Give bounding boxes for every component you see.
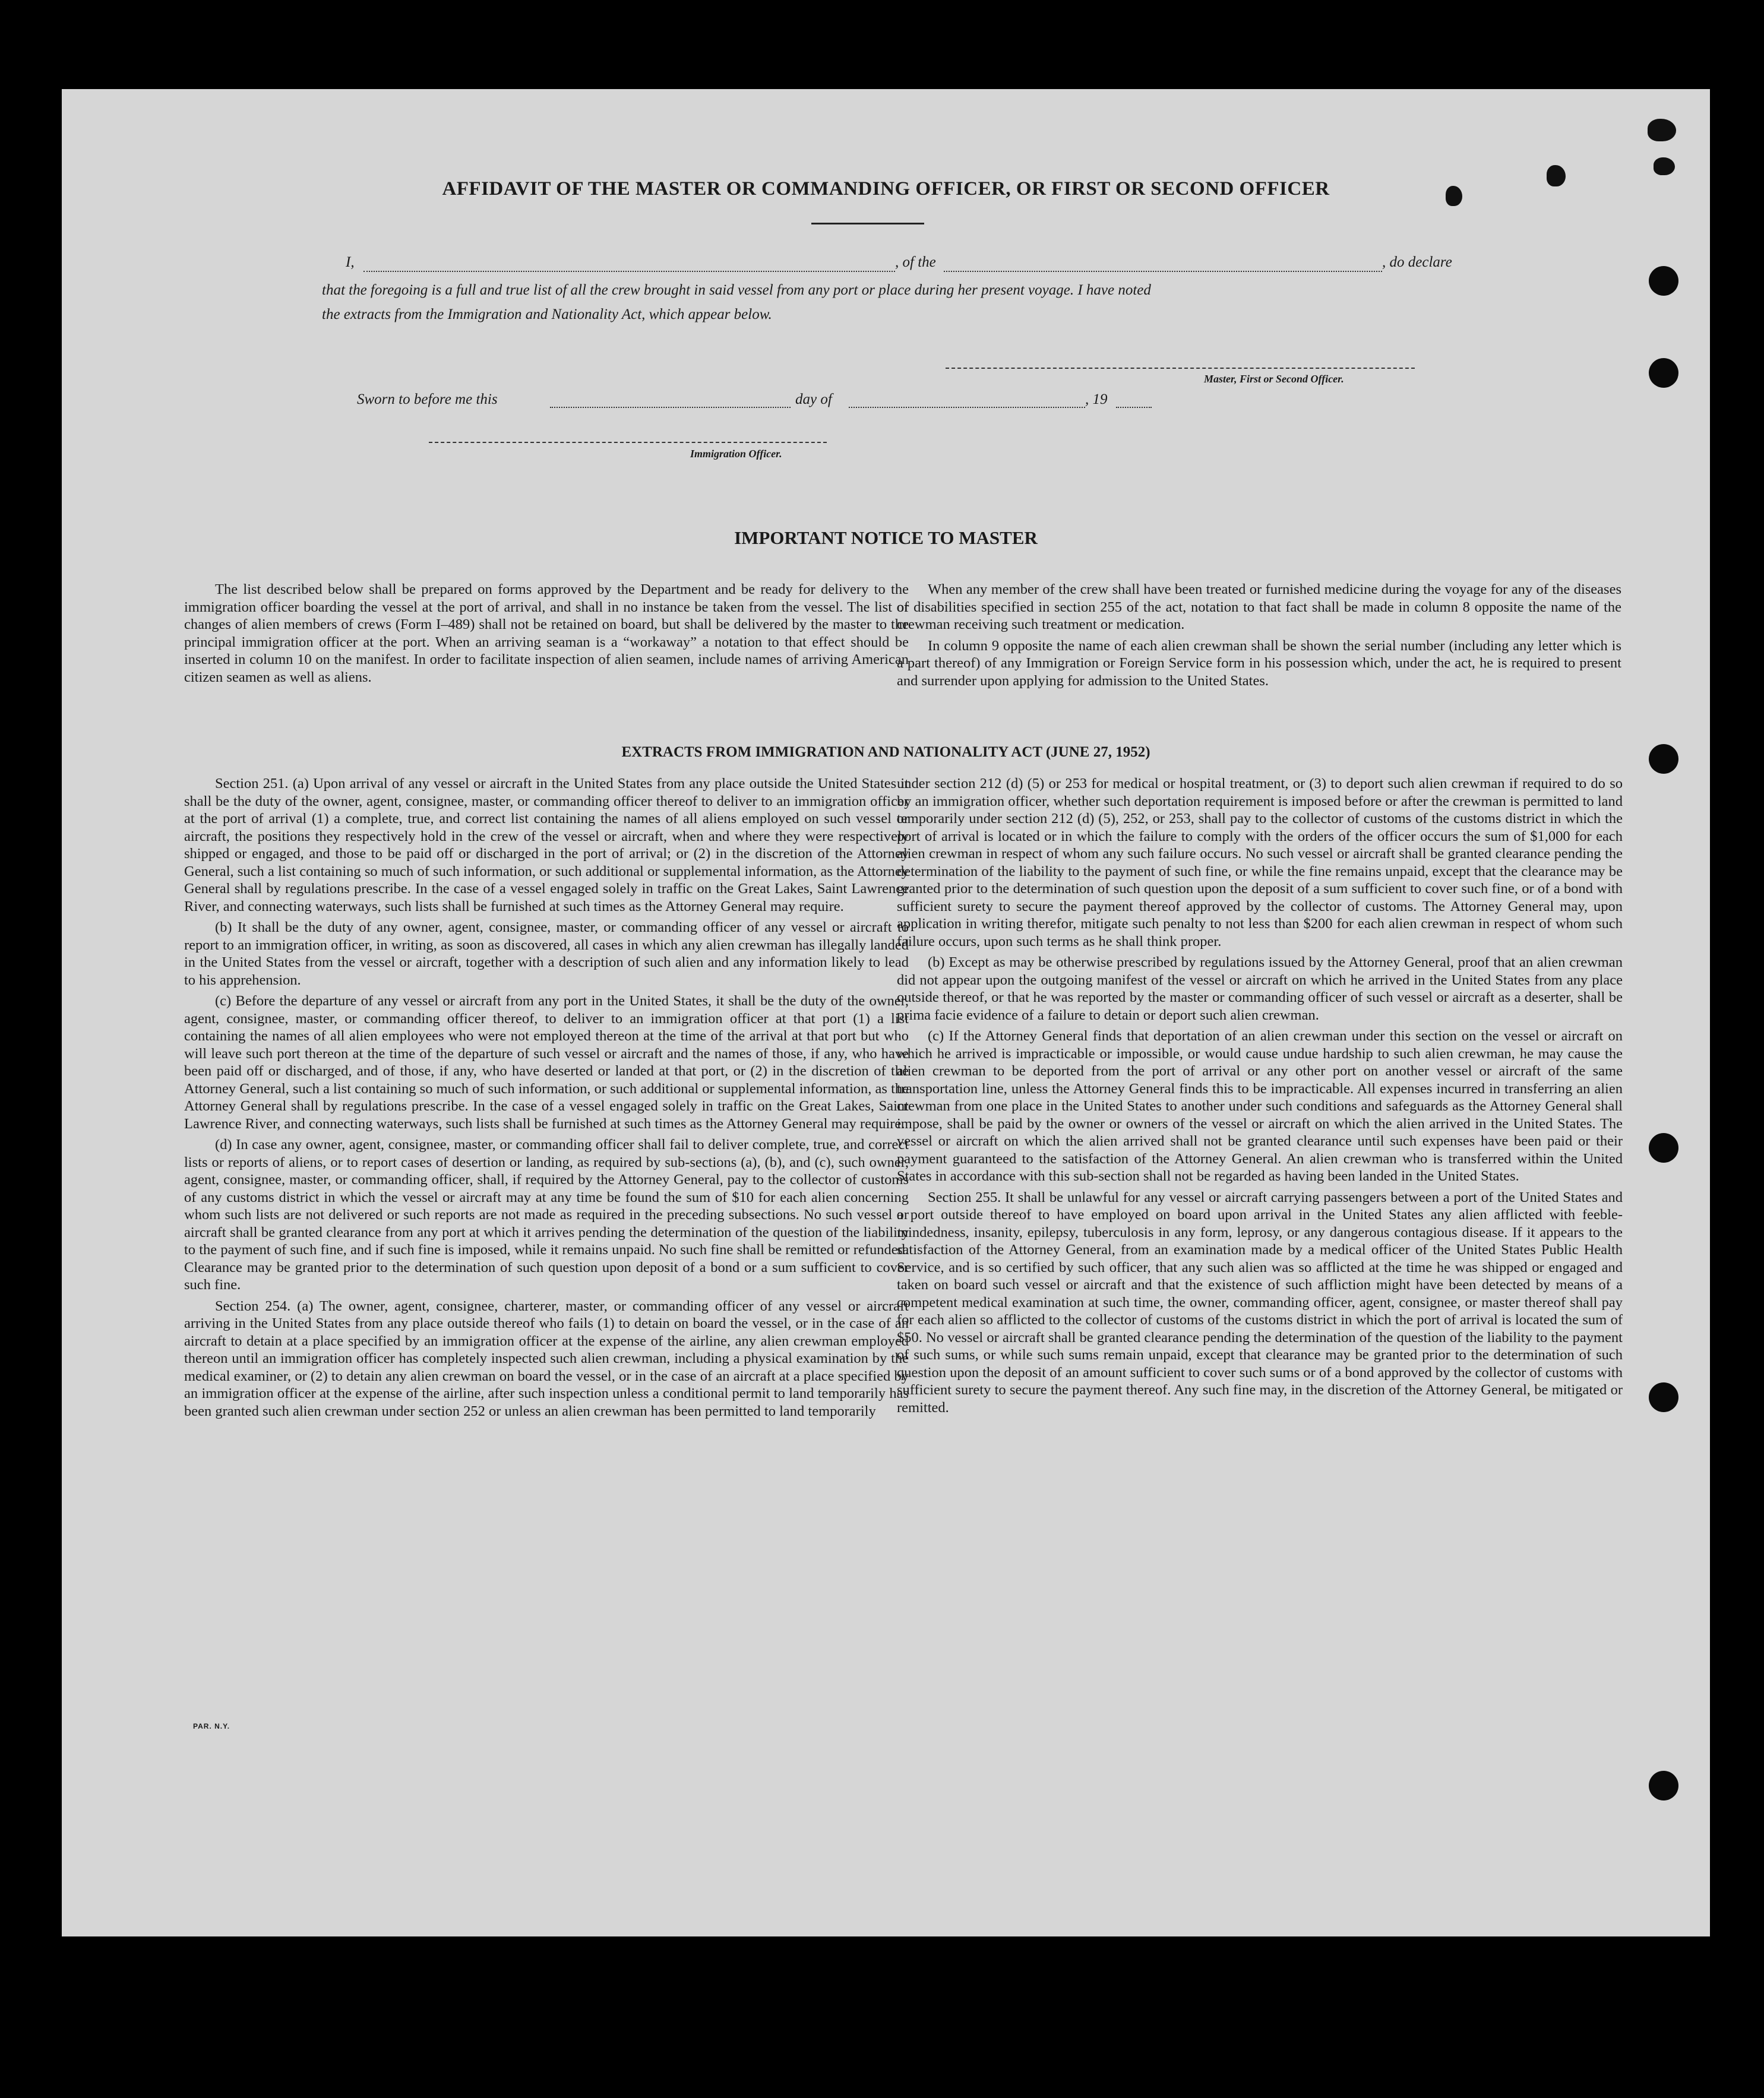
do-declare-label: , do declare [1382,254,1452,270]
punch-hole [1649,266,1678,296]
printer-mark: PAR. N.Y. [193,1722,230,1730]
section-255: Section 255. It shall be unlawful for any vessel or aircraft carrying passengers between a port of the United States and a port outside thereof to have employed on board upon arrival in the United States any alien afflicted with feeble-mindedness, insanity, epilepsy, tuberculosis in any form, leprosy, or any dangerous contagious disease. If it appears to the satisfaction of the Attorney General, from an examination made by a medical officer of the United States Public Health Service, and is so certified by such officer, that any such alien was so afflicted at the time he was shipped or engaged and taken on board such vessel or aircraft and that the existence of such affliction might have been detected by means of a competent medical examination at such time, the owner, commanding officer, agent, consignee, or master thereof shall pay for each alien so afflicted to the collector of customs of the customs district in which the port of arrival is located the sum of $50. No vessel or aircraft shall be granted clearance pending the determination of the question of the liability to the payment of such sums, or while such sums remain unpaid, except that clearance may be granted prior to the determination of such question upon the deposit of an amount sufficient to cover such sums or of a bond approved by the collector of customs with sufficient surety to secure the payment thereof. Any such fine may, in the discretion of the Attorney General, be mitigated or remitted. [897,1189,1623,1416]
immigration-officer-caption: Immigration Officer. [690,448,782,460]
ink-blot [1654,157,1675,175]
title-rule [811,223,924,224]
sworn-date-field[interactable] [550,407,791,408]
punch-hole [1649,358,1678,388]
extracts-heading: EXTRACTS FROM IMMIGRATION AND NATIONALITY ACT (JUNE 27, 1952) [621,744,1150,760]
affidavit-title: AFFIDAVIT OF THE MASTER OR COMMANDING OFFICER, OR FIRST OR SECOND OFFICER [442,178,1330,200]
sworn-label: Sworn to before me this [357,391,498,407]
master-signature-line[interactable] [946,368,1415,369]
notice-left-column [184,581,909,689]
notice-paragraph: When any member of the crew shall have been treated or furnished medicine during the voyage for any of the diseases or disabilities specified in section 255 of the act, notation to that fact shall be made in column 8 opposite the name of the crewman receiving such treatment or medication. [897,581,1621,632]
year-field[interactable] [1116,407,1152,408]
master-caption: Master, First or Second Officer. [1204,373,1344,385]
immigration-officer-signature-line[interactable] [429,442,827,443]
section-251-b: (b) It shall be the duty of any owner, agent, consignee, master, or commanding officer of any vessel or aircraft to report to an immigration officer, in writing, as soon as discovered, all cases in which any alien crewman has illegally landed in the United States from the vessel or aircraft, together with a description of such alien and any information likely to lead to his apprehension. [184,919,909,988]
name-field[interactable] [363,271,895,272]
section-254-a-continued: under section 212 (d) (5) or 253 for medical or hospital treatment, or (3) to deport such alien crewman if required to do so by an immigration officer, whether such deportation requirement is imposed before or after the crewman is permitted to land temporarily under section 212 (d) (5), 252, or 253, shall pay to the collector of customs of the customs district in which the port of arrival is located or in which the failure to comply with the orders of the officer occurs the sum of $1,000 for each alien crewman in respect of whom any such failure occurs. No such vessel or aircraft shall be granted clearance pending the determination of the liability to the payment of such fine, or while the fine remains unpaid, except that the clearance may be granted prior to the determination of such question upon the deposit of a sum sufficient to cover such fine, or of a bond with sufficient surety to secure the payment thereof approved by the collector of customs. The Attorney General may, upon application in writing therefor, mitigate such penalty to not less than $200 for each alien crewman in respect of whom such failure occurs, upon such terms as he shall think proper. [897,776,1623,950]
punch-hole [1649,1382,1678,1412]
section-251-a: Section 251. (a) Upon arrival of any vessel or aircraft in the United States from any place outside the United States it shall be the duty of the owner, agent, consignee, master, or commanding officer thereof to deliver to an immigration officer at the port of arrival (1) a complete, true, and correct list containing the names of all aliens employed on such vessel or aircraft, the positions they respectively hold in the crew of the vessel or aircraft, when and where they were respectively shipped or engaged, and those to be paid off or discharged in the port of arrival; or (2) in the discretion of the Attorney General, such a list containing so much of such information, or such additional or supplemental information, as the Attorney General shall by regulations prescribe. In the case of a vessel engaged solely in traffic on the Great Lakes, Saint Lawrence River, and connecting waterways, such lists shall be furnished at such times as the Attorney General may require. [184,776,909,914]
of-the-label: , of the [895,254,936,270]
extracts-right-column [897,775,1623,1420]
section-251-d: (d) In case any owner, agent, consignee, master, or commanding officer shall fail to deliver complete, true, and correct lists or reports of aliens, or to report cases of desertion or landing, as required by sub-sections (a), (b), and (c), such owner, agent, consignee, master, or commanding officer, shall, if required by the Attorney General, pay to the collector of customs of any customs district in which the vessel or aircraft may at any time be found the sum of $10 for each alien concerning whom such lists are not delivered or such reports are not made as required in the preceding subsections. No such vessel or aircraft shall be granted clearance from any port at which it arrives pending the determination of the question of the liability to the payment of such fine, and if such fine is imposed, while it remains unpaid. No such fine shall be remitted or refunded. Clearance may be granted prior to the determination of such question upon deposit of a bond or a sum sufficient to cover such fine. [184,1137,909,1293]
day-of-label: day of [795,391,832,407]
punch-hole [1649,1771,1678,1800]
section-251-c: (c) Before the departure of any vessel or aircraft from any port in the United States, it shall be the duty of the owner, agent, consignee, master, or commanding officer thereof, to deliver to an immigration officer at that port (1) a list containing the names of all alien employees who were not employed thereon at the time of the arrival at that port but who will leave such port thereon at the time of the departure of such vessel or aircraft and the names of those, if any, who have been paid off or discharged, and of those, if any, who have deserted or landed at that port, or (2) in the discretion of the Attorney General, such a list containing so much of such information, or such additional or supplemental information, as the Attorney General shall by regulations prescribe. In the case of a vessel engaged solely in traffic on the Great Lakes, Saint Lawrence River, and connecting waterways, such lists shall be furnished at such times as the Attorney General may require. [184,993,909,1132]
notice-paragraph: The list described below shall be prepared on forms approved by the Department and be ready for delivery to the immigration officer boarding the vessel at the port of arrival, and shall in no instance be taken from the vessel. The list of changes of alien members of crews (Form I–489) shall not be retained on board, but shall be delivered by the master to the principal immigration officer at the port. When an arriving seaman is a “workaway” a notation to that effect should be inserted in column 10 on the manifest. In order to facilitate inspection of alien seamen, include names of arriving American citizen seamen as well as aliens. [184,581,909,685]
month-field[interactable] [849,407,1085,408]
section-254-c: (c) If the Attorney General finds that deportation of an alien crewman under this section on the vessel or aircraft on which he arrived is impracticable or impossible, or would cause undue hardship to such alien crewman, he may cause the alien crewman to be deported from the port of arrival or any other port on another vessel or aircraft of the same transportation line, unless the Attorney General finds this to be impracticable. All expenses incurred in transferring an alien crewman from one place in the United States to another under such conditions and safeguards as the Attorney General shall impose, shall be paid by the owner or owners of the vessel or aircraft on which the alien arrived in the United States. The vessel or aircraft on which the alien arrived shall not be granted clearance until such expenses have been paid or their payment guaranteed to the satisfaction of the Attorney General. An alien crewman who is transferred within the United States in accordance with this sub-section shall not be regarded as having been landed in the United States. [897,1028,1623,1184]
form-page [62,89,1710,1936]
notice-paragraph: In column 9 opposite the name of each alien crewman shall be shown the serial number (including any letter which is a part thereof) of any Immigration or Foreign Service form in his possession which, under the act, he is required to present and surrender upon applying for admission to the United States. [897,637,1621,689]
affidavit-i-label: I, [346,254,355,270]
statement-line-2: the extracts from the Immigration and Nationality Act, which appear below. [322,306,772,322]
year-label: , 19 [1085,391,1108,407]
notice-right-column [897,581,1621,693]
section-254-a: Section 254. (a) The owner, agent, consignee, charterer, master, or commanding officer of any vessel or aircraft arriving in the United States from any place outside thereof who fails (1) to detain on board the vessel, or in the case of an aircraft to detain at a place specified by an immigration officer at the expense of the airline, any alien crewman employed thereon until an immigration officer has completely inspected such alien crewman, including a physical examination by the medical examiner, or (2) to detain any alien crewman on board the vessel, or in the case of an aircraft at a place specified by an immigration officer at the expense of the airline, after such inspection unless a conditional permit to land temporarily has been granted such alien crewman under section 252 or unless an alien crewman has been permitted to land temporarily [184,1298,909,1419]
punch-hole [1649,1133,1678,1163]
notice-heading: IMPORTANT NOTICE TO MASTER [734,527,1038,548]
ink-blot [1648,119,1676,141]
statement-line-1: that the foregoing is a full and true list of all the crew brought in said vessel from any port or place during her present voyage. I have noted [322,282,1151,298]
vessel-field[interactable] [944,271,1382,272]
extracts-left-column [184,775,909,1423]
section-254-b: (b) Except as may be otherwise prescribed by regulations issued by the Attorney General, proof that an alien crewman did not appear upon the outgoing manifest of the vessel or aircraft on which he arrived in the United States from any place outside thereof, or that he was reported by the master or commanding officer of such vessel or aircraft as a deserter, shall be prima facie evidence of a failure to detain or deport such alien crewman. [897,954,1623,1023]
